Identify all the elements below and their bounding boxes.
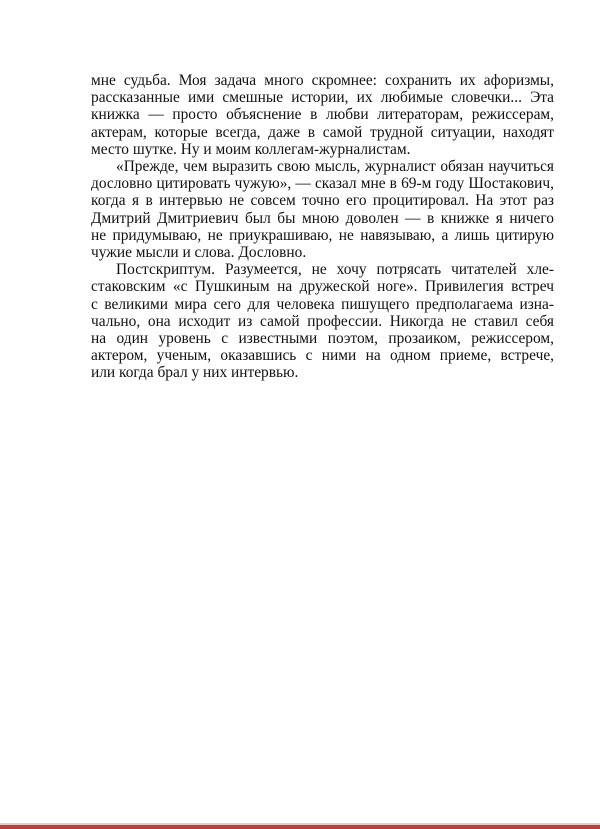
text-line: актерам, которые всегда, даже в самой трудной ситуации, находят [91,123,554,141]
text-line: Дмитрий Дмитриевич был бы мною доволен — в книжке я ничего [91,209,554,227]
text-line: на один уровень с известными поэтом, прозаиком, режиссером, [91,330,554,348]
paragraph-2 [91,158,554,261]
page-bottom-rule [0,825,600,829]
paragraph-1 [91,72,554,158]
text-line: место шутке. Ну и моим коллегам-журналистам. [91,140,411,158]
text-line: актером, ученым, оказавшись с ними на одном приеме, встрече, [91,347,554,365]
text-line: дословно цитировать чужую», — сказал мне в 69-м году Шостакович, [91,175,554,193]
text-line: стаковским «с Пушкиным на дружеской ноге». Привилегия встреч [91,278,554,296]
text-line: рассказанные ими смешные истории, их любимые словечки... Эта [91,89,554,107]
paragraph-3 [91,261,554,381]
body-text [91,72,554,382]
text-line: чужие мысли и слова. Дословно. [91,244,307,262]
text-line: с великими мира сего для человека пишущего предполагаема изна- [91,295,554,313]
text-line: когда я в интервью не совсем точно его процитировал. На этот раз [91,192,554,210]
text-line: Постскриптум. Разумеется, не хочу потрясать читателей хле- [116,261,554,279]
text-line: мне судьба. Моя задача много скромнее: сохранить их афоризмы, [91,72,554,89]
text-line: книжка — просто объяснение в любви литераторам, режиссерам, [91,106,554,124]
text-line: «Прежде, чем выразить свою мысль, журналист обязан научиться [116,158,554,176]
text-line: чально, она исходит из самой профессии. Никогда не ставил себя [91,312,554,330]
text-line: не придумываю, не приукрашиваю, не навязываю, а лишь цитирую [91,226,554,244]
text-line: или когда брал у них интервью. [91,364,299,382]
